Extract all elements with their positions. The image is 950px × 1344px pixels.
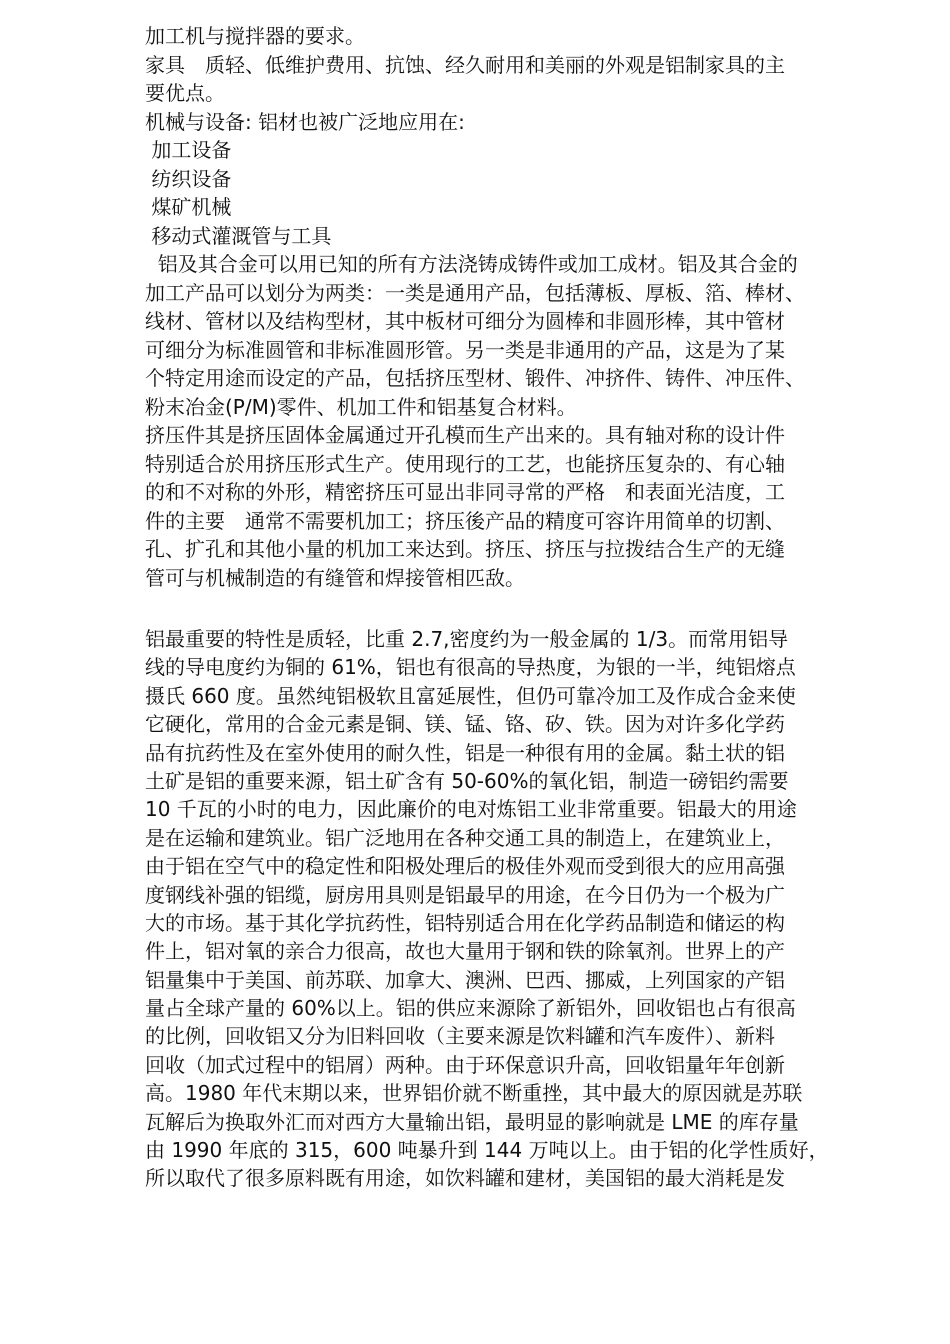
text-line: 特别适合於用挤压形式生产。使用现行的工艺，也能挤压复杂的、有心轴 <box>145 451 785 476</box>
text-line: 的比例，回收铝又分为旧料回收（主要来源是饮料罐和汽车废件）、新料 <box>145 1024 775 1049</box>
text-line: 铝量集中于美国、前苏联、加拿大、澳洲、巴西、挪威，上列国家的产铝 <box>145 967 785 992</box>
text-line: 回收（加式过程中的铝屑）两种。由于环保意识升高，回收铝量年年创新 <box>145 1052 785 1077</box>
text-line: 可细分为标准圆管和非标准圆形管。另一类是非通用的产品，这是为了某 <box>145 337 785 362</box>
text-line: 加工机与搅拌器的要求。 <box>145 24 365 48</box>
text-line: 孔、扩孔和其他小量的机加工来达到。挤压、挤压与拉拨结合生产的无缝 <box>145 537 785 561</box>
text-line: 线材、管材以及结构型材，其中板材可细分为圆棒和非圆形棒，其中管材 <box>145 309 785 333</box>
text-line: 铝及其合金可以用已知的所有方法浇铸成铸件或加工成材。铝及其合金的 <box>145 252 798 276</box>
text-line: 加工产品可以划分为两类：一类是通用产品，包括薄板、厚板、箔、棒材、 <box>145 280 805 305</box>
text-line: 挤压件其是挤压固体金属通过开孔模而生产出来的。具有轴对称的设计件 <box>145 423 785 447</box>
list-item: 煤矿机械 <box>145 195 232 219</box>
text-line: 大的市场。基于其化学抗药性，铝特别适合用在化学药品制造和储运的构 <box>145 910 785 935</box>
text-line: 是在运输和建筑业。铝广泛地用在各种交通工具的制造上，在建筑业上， <box>145 825 785 850</box>
text-line: 所以取代了很多原料既有用途，如饮料罐和建材，美国铝的最大消耗是发 <box>145 1166 785 1191</box>
text-line: 管可与机械制造的有缝管和焊接管相匹敌。 <box>145 565 525 590</box>
text-line: 铝最重要的特性是质轻，比重 2.7,密度约为一般金属的 1/3。而常用铝导 <box>145 627 789 651</box>
section-applications-and-products <box>145 22 880 592</box>
text-line: 件上，铝对氧的亲合力很高，故也大量用于钢和铁的除氧剂。世界上的产 <box>145 939 785 964</box>
text-line: 机械与设备: 铝材也被广泛地应用在: <box>145 109 465 134</box>
text-line: 土矿是铝的重要来源，铝土矿含有 50-60%的氧化铝，制造一磅铝约需要 <box>145 768 789 793</box>
list-item: 纺织设备 <box>145 166 232 191</box>
text-line: 高。1980 年代末期以来，世界铝价就不断重挫，其中最大的原因就是苏联 <box>145 1081 803 1106</box>
text-line: 量占全球产量的 60%以上。铝的供应来源除了新铝外，回收铝也占有很高 <box>145 996 796 1021</box>
list-item: 移动式灌溉管与工具 <box>145 223 332 248</box>
document-page <box>145 22 880 1193</box>
section-aluminum-properties <box>145 625 880 1193</box>
text-line: 品有抗药性及在室外使用的耐久性，铝是一种很有用的金属。黏土状的铝 <box>145 740 785 765</box>
text-line: 10 千瓦的小时的电力，因此廉价的电对炼铝工业非常重要。铝最大的用途 <box>145 797 797 822</box>
text-line: 的和不对称的外形，精密挤压可显出非同寻常的严格 和表面光洁度，工 <box>145 480 785 504</box>
text-line: 件的主要 通常不需要机加工；挤压後产品的精度可容许用简单的切割、 <box>145 508 785 533</box>
text-line: 瓦解后为换取外汇而对西方大量输出铝，最明显的影响就是 LME 的库存量 <box>145 1109 799 1134</box>
text-line: 要优点。 <box>145 81 225 105</box>
text-line: 粉末冶金(P/M)零件、机加工件和铝基复合材料。 <box>145 394 577 419</box>
text-line: 度钢线补强的铝缆，厨房用具则是铝最早的用途，在今日仍为一个极为广 <box>145 882 785 907</box>
text-line: 摄氏 660 度。虽然纯铝极软且富延展性，但仍可靠冷加工及作成合金来使 <box>145 683 796 708</box>
text-line: 它硬化，常用的合金元素是铜、镁、锰、铬、矽、铁。因为对许多化学药 <box>145 712 785 737</box>
text-line: 线的导电度约为铜的 61%，铝也有很高的导热度，为银的一半，纯铝熔点 <box>145 655 796 680</box>
text-line: 个特定用途而设定的产品，包括挤压型材、锻件、冲挤件、铸件、冲压件、 <box>145 366 805 390</box>
text-line: 由 1990 年底的 315，600 吨暴升到 144 万吨以上。由于铝的化学性质好， <box>145 1138 829 1163</box>
text-line: 家具 质轻、低维护费用、抗蚀、经久耐用和美丽的外观是铝制家具的主 <box>145 52 785 77</box>
list-item: 加工设备 <box>145 138 232 162</box>
text-line: 由于铝在空气中的稳定性和阳极处理后的极佳外观而受到很大的应用高强 <box>145 854 785 879</box>
